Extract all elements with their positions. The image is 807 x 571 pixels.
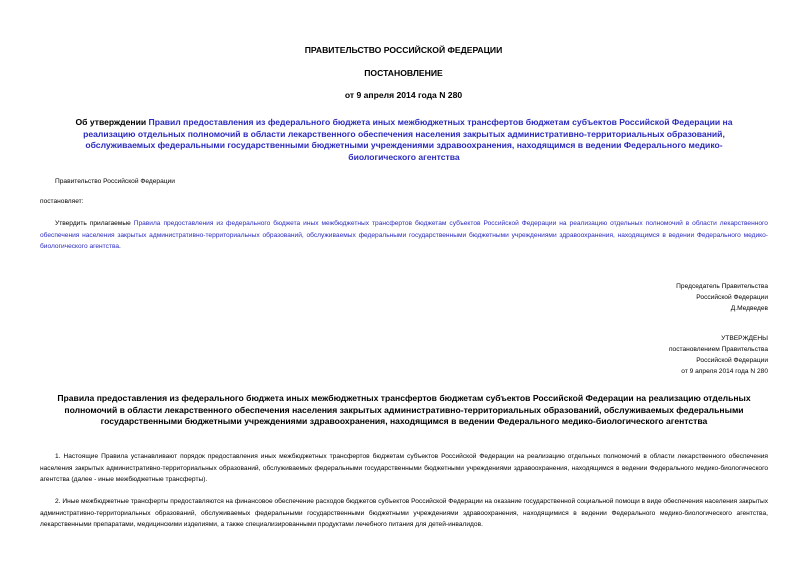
document-title — [52, 117, 756, 163]
approve-suffix: . — [119, 243, 121, 251]
approved-label: УТВЕРЖДЕНЫ — [721, 335, 768, 342]
rules-title: Правила предоставления из федерального бюджета иных межбюджетных трансфертов бюджетам субъектов Российской Федерации на реализацию отдельных полномочий в области лекарственного обеспечения населения закрытых административно-территориальных образований, обслуживаемых федеральными государственными бюджетными учреждениями здравоохранения, находящимся в ведении Федерального медико-биологического агентства — [57, 393, 751, 427]
approve-rules-link[interactable]: Правила предоставления из федерального бюджета иных межбюджетных трансфертов бюджетам субъектов Российской Федерации на реализацию отдельных полномочий в области лекарственного обеспечения населения закрытых административно-территориальных образований, обслуживаемых федеральными государственными бюджетными учреждениями здравоохранения, находящимся в ведении Федерального медико-биологического агентства — [40, 220, 768, 251]
document-title-prefix: Об утверждении — [75, 117, 149, 127]
approved-by: постановлением Правительства — [668, 346, 768, 353]
intro-government: Правительство Российской Федерации — [55, 178, 175, 185]
rules-paragraph-1: 1. Настоящие Правила устанавливают порядок предоставления иных межбюджетных трансфертов бюджетам субъектов Российской Федерации на реализацию отдельных полномочий в области лекарственного обеспечения населения закрытых административно-территориальных образований, обслуживаемых федеральными государственными бюджетными учреждениями здравоохранения, находящимся в ведении Федерального медико-биологического агентства (далее - иные межбюджетные трансферты). — [40, 453, 768, 484]
signature-name: Д.Медведев — [730, 305, 768, 312]
signature-country: Российской Федерации — [696, 294, 768, 301]
rules-paragraph-2: 2. Иные межбюджетные трансферты предоставляются на финансовое обеспечение расходов бюджетов субъектов Российской Федерации на оказание государственной социальной помощи в виде обеспечения населения закрытых административно-территориальных образований, обслуживаемых федеральными государственными бюджетными учреждениями здравоохранения, находящимися в ведении Федерального медико-биологического агентства, лекарственными препаратами, медицинскими изделиями, а также специализированными продуктами лечебного питания для детей-инвалидов. — [40, 498, 768, 529]
document-date-number: от 9 апреля 2014 года N 280 — [344, 90, 463, 100]
approve-paragraph — [40, 218, 768, 253]
intro-resolves: постановляет: — [40, 198, 84, 205]
approve-prefix: Утвердить прилагаемые — [55, 220, 134, 227]
approved-country: Российской Федерации — [696, 357, 768, 364]
approved-date-number: от 9 апреля 2014 года N 280 — [681, 368, 768, 375]
document-type-heading: ПОСТАНОВЛЕНИЕ — [364, 68, 443, 78]
government-heading: ПРАВИТЕЛЬСТВО РОССИЙСКОЙ ФЕДЕРАЦИИ — [304, 45, 503, 55]
document-title-link[interactable]: Правил предоставления из федерального бюджета иных межбюджетных трансфертов бюджетам субъектов Российской Федерации на реализацию отдельных полномочий в области лекарственного обеспечения населения закрытых административно-территориальных образований, обслуживаемых федеральными государственными бюджетными учреждениями здравоохранения, находящимся в ведении Федерального медико-биологического агентства — [83, 117, 733, 162]
signature-title: Председатель Правительства — [676, 283, 768, 290]
